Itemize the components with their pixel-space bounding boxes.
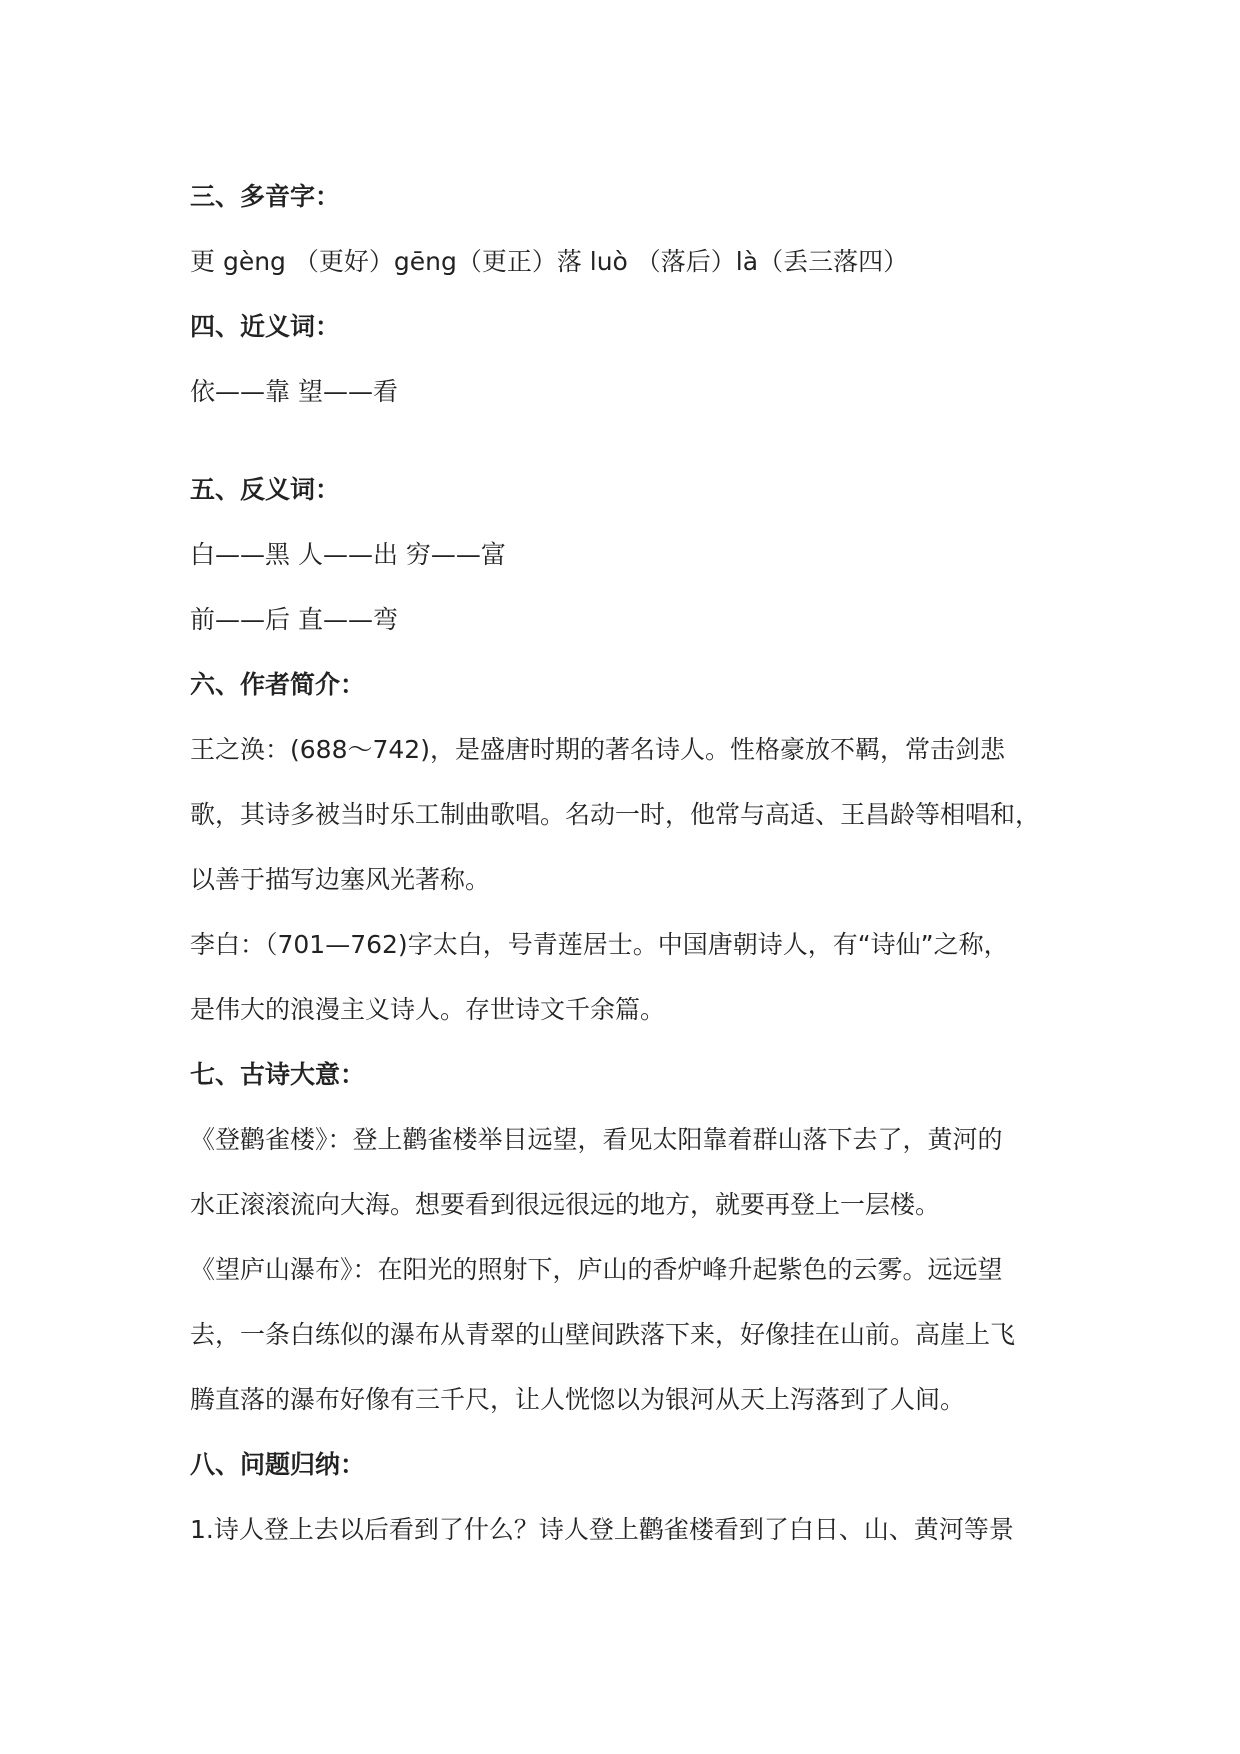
author-intro-line-2: 歌，其诗多被当时乐工制曲歌唱。名动一时，他常与高适、王昌龄等相唱和，: [190, 800, 1041, 829]
heading-questions: 八、问题归纳：: [190, 1450, 366, 1479]
heading-author-intro: 六、作者简介：: [190, 670, 366, 699]
antonyms-line-1: 白——黑 人——出 穷——富: [190, 540, 506, 569]
poem-meaning-line-1: 《登鹳雀楼》：登上鹳雀楼举目远望，看见太阳靠着群山落下去了，黄河的: [190, 1125, 1003, 1154]
author-intro-line-3: 以善于描写边塞风光著称。: [190, 865, 491, 894]
poem-meaning-line-4: 去，一条白练似的瀑布从青翠的山壁间跌落下来，好像挂在山前。高崖上飞: [190, 1320, 1016, 1349]
antonyms-line-2: 前——后 直——弯: [190, 605, 398, 634]
poem-meaning-line-3: 《望庐山瀑布》：在阳光的照射下，庐山的香炉峰升起紫色的云雾。远远望: [190, 1255, 1003, 1284]
heading-synonyms: 四、近义词：: [190, 312, 341, 341]
heading-polyphonic: 三、多音字：: [190, 182, 341, 211]
questions-line-1: 1.诗人登上去以后看到了什么？诗人登上鹳雀楼看到了白日、山、黄河等景: [190, 1515, 1014, 1544]
author-intro-line-4: 李白：（701—762)字太白，号青莲居士。中国唐朝诗人，有“诗仙”之称，: [190, 930, 1009, 959]
author-intro-line-5: 是伟大的浪漫主义诗人。存世诗文千余篇。: [190, 995, 666, 1024]
author-intro-line-1: 王之涣：(688～742)，是盛唐时期的著名诗人。性格豪放不羁，常击剑悲: [190, 735, 1005, 764]
heading-antonyms: 五、反义词：: [190, 475, 341, 504]
heading-poem-meaning: 七、古诗大意：: [190, 1060, 366, 1089]
synonyms-line: 依——靠 望——看: [190, 377, 398, 406]
polyphonic-line: 更 gèng （更好）gēng（更正）落 luò （落后）là（丢三落四）: [190, 247, 909, 276]
poem-meaning-line-5: 腾直落的瀑布好像有三千尺，让人恍惚以为银河从天上泻落到了人间。: [190, 1385, 966, 1414]
poem-meaning-line-2: 水正滚滚流向大海。想要看到很远很远的地方，就要再登上一层楼。: [190, 1190, 941, 1219]
